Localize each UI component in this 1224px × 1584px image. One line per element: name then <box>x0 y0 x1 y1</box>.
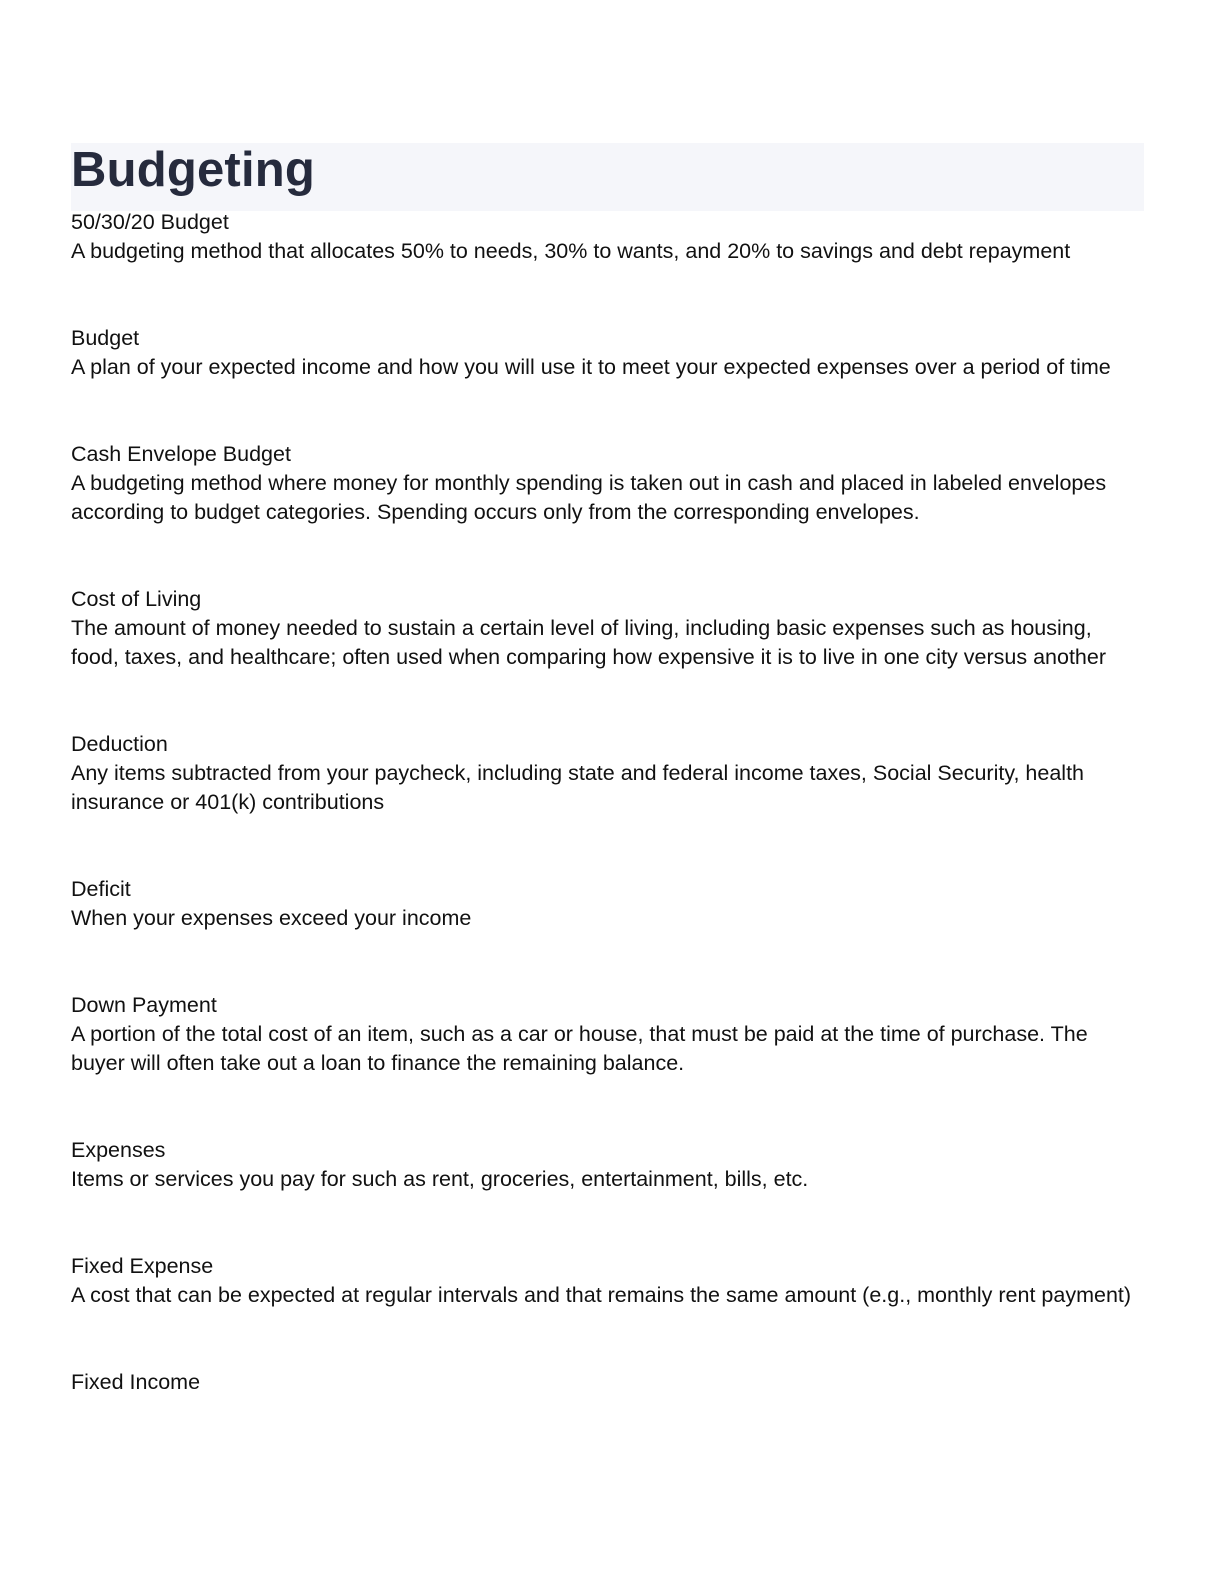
glossary-entry-cost-of-living <box>71 585 1144 672</box>
glossary-term: Cash Envelope Budget <box>71 442 291 466</box>
glossary-entry-cash-envelope-budget <box>71 440 1144 527</box>
glossary-definition: When your expenses exceed your income <box>71 906 472 930</box>
glossary-term: Expenses <box>71 1138 166 1162</box>
glossary-definition: A portion of the total cost of an item, such as a car or house, that must be paid at the time of purchase. The buyer will often take out a loan to finance the remaining balance. <box>71 1022 1088 1075</box>
glossary-term: Cost of Living <box>71 587 202 611</box>
glossary-term: Deduction <box>71 732 168 756</box>
glossary-definition: The amount of money needed to sustain a certain level of living, including basic expenses such as housing, food, taxes, and healthcare; often used when comparing how expensive it is to live in one city versus another <box>71 616 1106 669</box>
glossary-definition: Items or services you pay for such as rent, groceries, entertainment, bills, etc. <box>71 1167 809 1191</box>
glossary-entry-budget <box>71 324 1144 382</box>
glossary-entry-deduction <box>71 730 1144 817</box>
glossary-term: Fixed Income <box>71 1370 201 1394</box>
glossary-term: 50/30/20 Budget <box>71 210 229 234</box>
glossary-term: Fixed Expense <box>71 1254 214 1278</box>
glossary-term: Budget <box>71 326 140 350</box>
glossary-entry-fixed-income <box>71 1368 1144 1397</box>
glossary-term: Deficit <box>71 877 131 901</box>
glossary-definition: A cost that can be expected at regular intervals and that remains the same amount (e.g., monthly rent payment) <box>71 1283 1132 1307</box>
glossary-entry-expenses <box>71 1136 1144 1194</box>
glossary-entry-deficit <box>71 875 1144 933</box>
page-title: Budgeting <box>71 143 316 197</box>
glossary-definition: A budgeting method that allocates 50% to needs, 30% to wants, and 20% to savings and debt repayment <box>71 239 1071 263</box>
glossary-definition: Any items subtracted from your paycheck, including state and federal income taxes, Social Security, health insurance or 401(k) contributions <box>71 761 1084 814</box>
glossary-entry-fixed-expense <box>71 1252 1144 1310</box>
glossary-entry-down-payment <box>71 991 1144 1078</box>
glossary-entry-50-30-20-budget <box>71 208 1144 266</box>
glossary-list <box>71 208 1144 1455</box>
glossary-definition: A budgeting method where money for monthly spending is taken out in cash and placed in labeled envelopes according to budget categories. Spending occurs only from the corresponding envelopes. <box>71 471 1107 524</box>
glossary-term: Down Payment <box>71 993 217 1017</box>
glossary-definition: A plan of your expected income and how you will use it to meet your expected expenses over a period of time <box>71 355 1111 379</box>
